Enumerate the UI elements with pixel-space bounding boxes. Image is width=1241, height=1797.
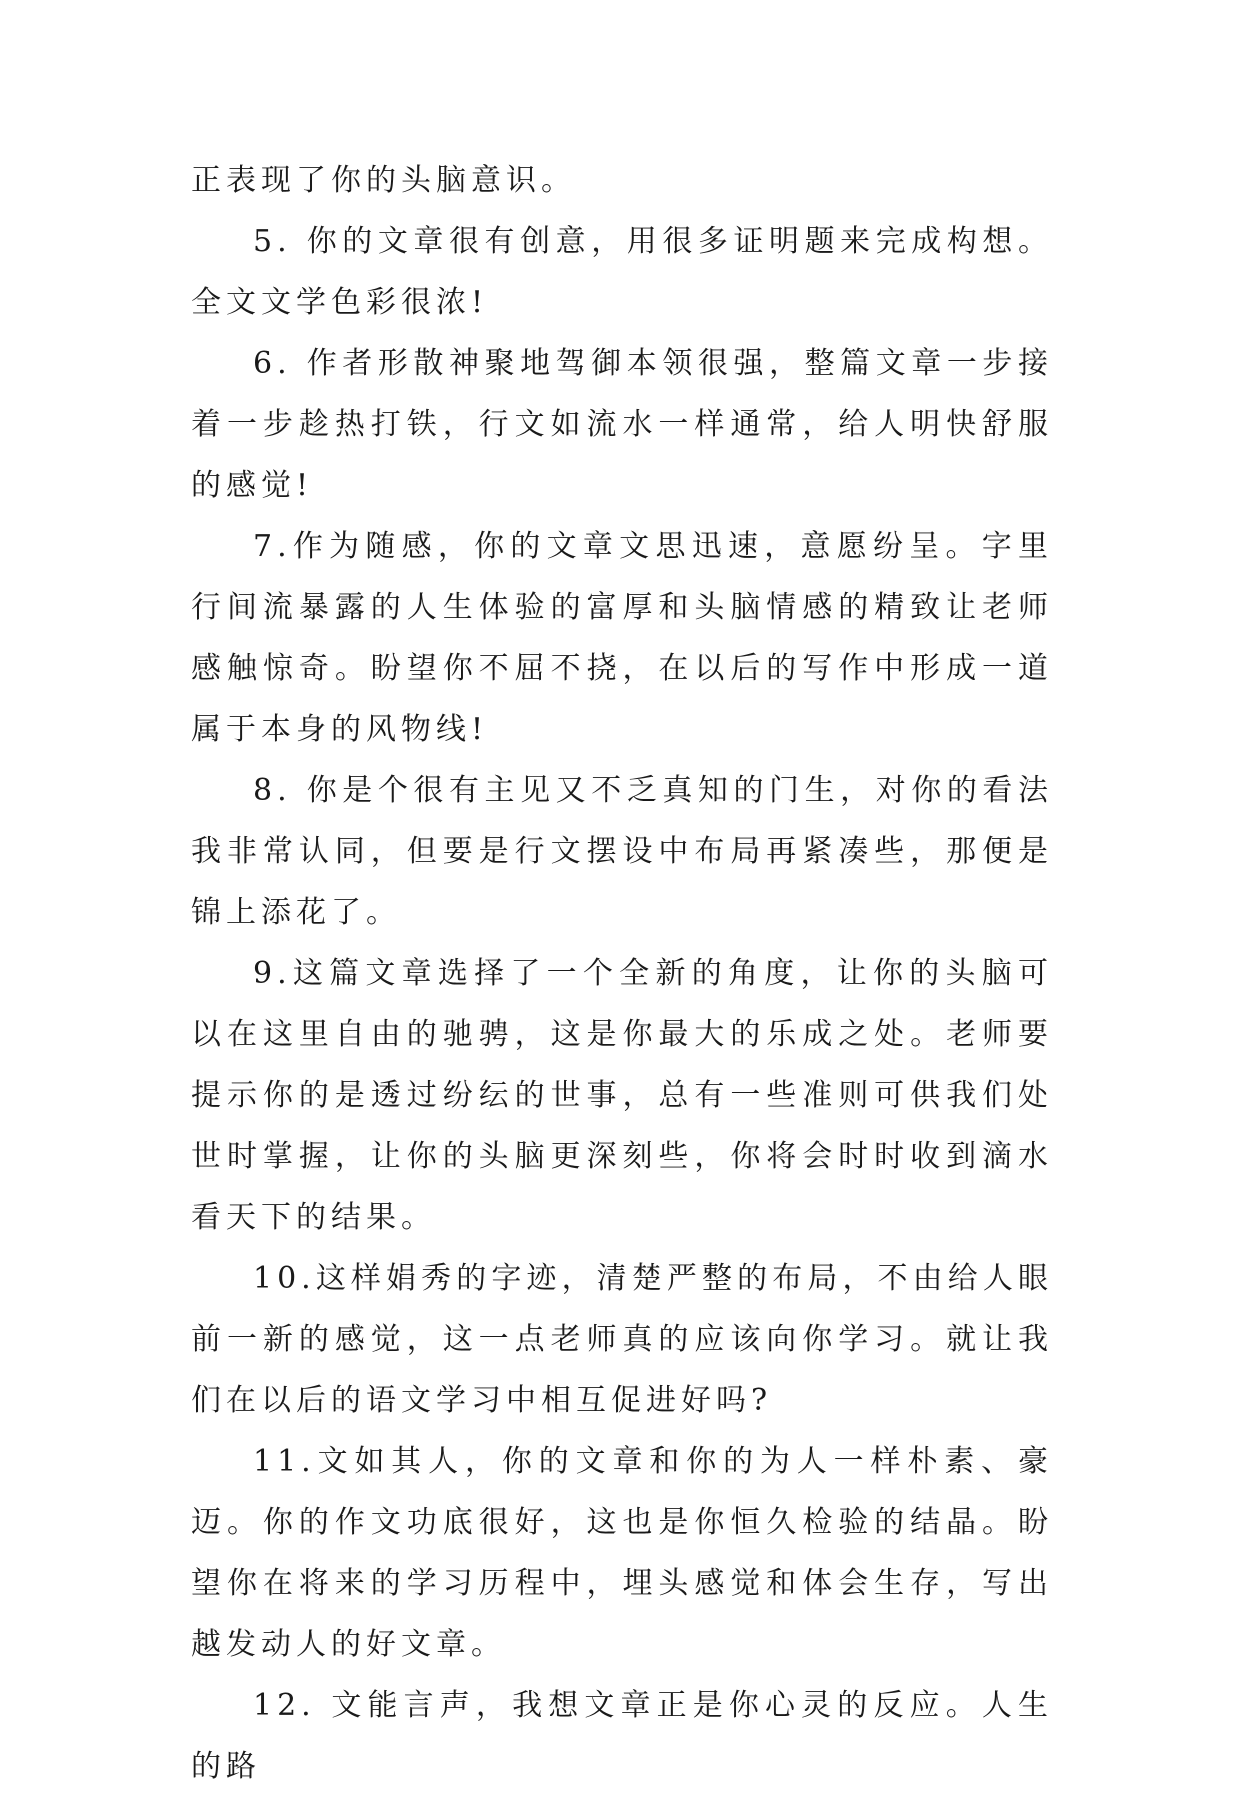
paragraph-comment-5: 5. 你的文章很有创意，用很多证明题来完成构想。全文文学色彩很浓! (191, 224, 1053, 320)
paragraph-comment-7: 7.作为随感，你的文章文思迅速，意愿纷呈。字里行间流暴露的人生体验的富厚和头脑情感的精致让老师感触惊奇。盼望你不屈不挠，在以后的写作中形成一道属于本身的风物线! (191, 529, 1053, 747)
paragraph-continuation: 正表现了你的头脑意识。 (191, 163, 576, 198)
paragraph-comment-9: 9.这篇文章选择了一个全新的角度，让你的头脑可以在这里自由的驰骋，这是你最大的乐成之处。老师要提示你的是透过纷纭的世事，总有一些准则可供我们处世时掌握，让你的头脑更深刻些，你将会时时收到滴水看天下的结果。 (191, 956, 1053, 1235)
document-body (191, 150, 1053, 1797)
paragraph-comment-8: 8. 你是个很有主见又不乏真知的门生，对你的看法我非常认同，但要是行文摆设中布局再紧凑些，那便是锦上添花了。 (191, 773, 1053, 930)
paragraph-comment-12: 12. 文能言声，我想文章正是你心灵的反应。人生的路 (191, 1688, 1053, 1784)
paragraph-comment-11: 11.文如其人，你的文章和你的为人一样朴素、豪迈。你的作文功底很好，这也是你恒久检验的结晶。盼望你在将来的学习历程中，埋头感觉和体会生存，写出越发动人的好文章。 (191, 1444, 1053, 1662)
paragraph-comment-10: 10.这样娟秀的字迹，清楚严整的布局，不由给人眼前一新的感觉，这一点老师真的应该向你学习。就让我们在以后的语文学习中相互促进好吗? (191, 1261, 1053, 1418)
paragraph-comment-6: 6. 作者形散神聚地驾御本领很强，整篇文章一步接着一步趁热打铁，行文如流水一样通常，给人明快舒服的感觉! (191, 346, 1053, 503)
